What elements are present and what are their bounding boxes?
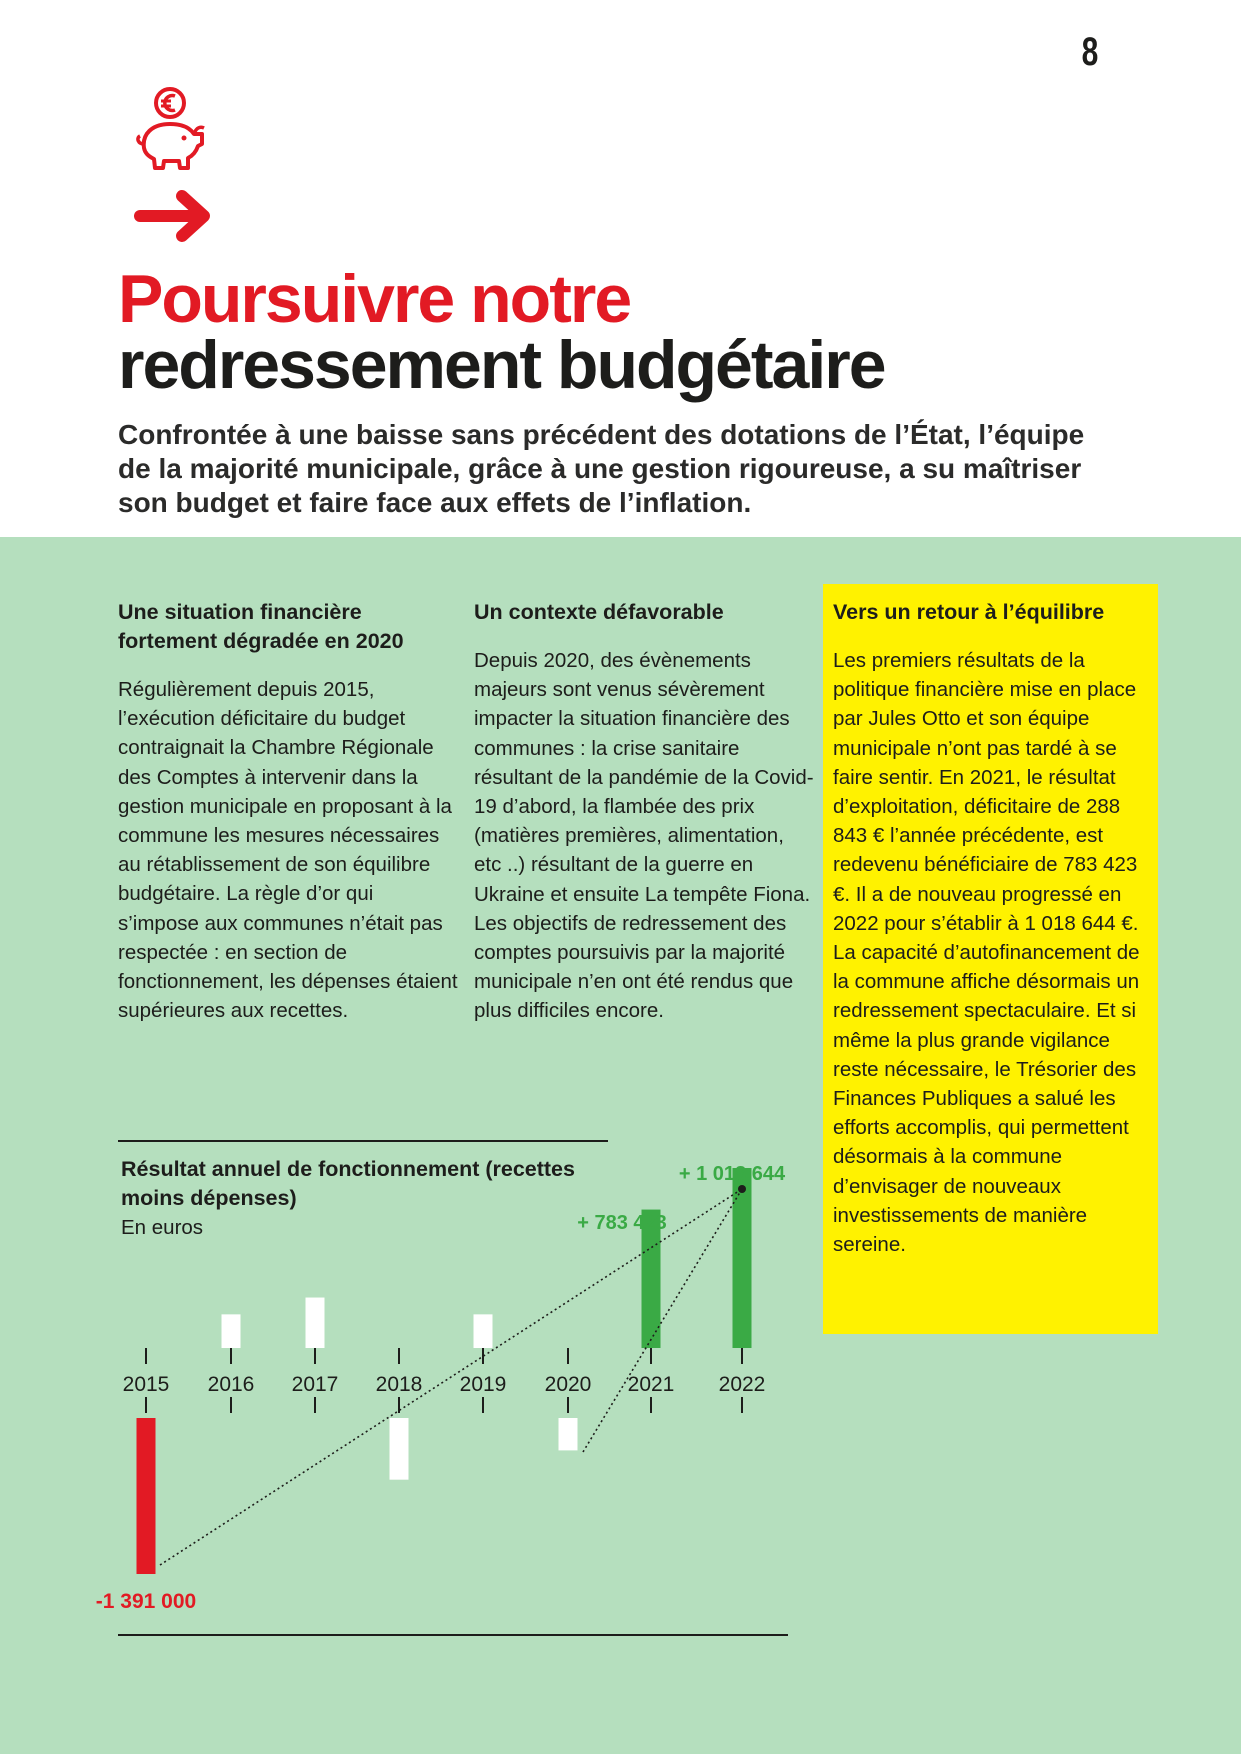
tick-label-2016: 2016 xyxy=(207,1373,255,1396)
lead-paragraph: Confrontée à une baisse sans précédent des dotations de l’État, l’équipe de la majorité municipale, grâce à une gestion rigoureuse, a su maîtriser son budget et faire face aux effets de l’inflation. xyxy=(118,419,1085,518)
column-heading: Vers un retour à l’équilibre xyxy=(833,600,1105,624)
bar-2022 xyxy=(733,1168,752,1348)
tick-label-2018: 2018 xyxy=(375,1373,423,1396)
title-line-1: Poursuivre notre xyxy=(118,261,631,337)
data-label-2022: + 1 018 644 xyxy=(678,1163,786,1185)
column-body: Depuis 2020, des évènements majeurs sont venus sévèrement impacter la situation financière des communes : la crise sanitaire résultant de la pandémie de la Covid-19 d’abord, la flambée des prix (matières premières, alimentation, etc ..) résultant de la guerre en Ukraine et ensuite La tempête Fiona. Les objectifs de redressement des comptes poursuivis par la majorité municipale n’en ont été rendus que plus difficiles encore. xyxy=(474,649,814,1023)
tick-label-2020: 2020 xyxy=(544,1373,592,1396)
tick-label-2017: 2017 xyxy=(291,1373,339,1396)
bar-2019 xyxy=(474,1314,493,1348)
column-heading: Une situation financière fortement dégradée en 2020 xyxy=(118,600,404,653)
bar-2020 xyxy=(559,1418,578,1450)
tick-label-2015: 2015 xyxy=(122,1373,170,1396)
tick-label-2021: 2021 xyxy=(627,1373,675,1396)
bar-2018 xyxy=(390,1418,409,1480)
column-body: Régulièrement depuis 2015, l’exécution déficitaire du budget contraignait la Chambre Régionale des Comptes à intervenir dans la gestion municipale en proposant à la commune les mesures nécessaires au rétablissement de son équilibre budgétaire. La règle d’or qui s’impose aux communes n’était pas respectée : en section de fonctionnement, les dépenses étaient supérieures aux recettes. xyxy=(118,678,458,1023)
chart-unit: En euros xyxy=(121,1216,204,1239)
chart-title: Résultat annuel de fonctionnement (recettes moins dépenses) xyxy=(121,1157,575,1210)
tick-label-2019: 2019 xyxy=(459,1373,507,1396)
title-line-2: redressement budgétaire xyxy=(118,327,885,403)
trend-endpoint xyxy=(738,1185,746,1193)
column-heading: Un contexte défavorable xyxy=(474,600,724,624)
bar-2016 xyxy=(222,1314,241,1348)
bar-2015 xyxy=(137,1418,156,1574)
tick-label-2022: 2022 xyxy=(718,1373,766,1396)
data-label-2015: -1 391 000 xyxy=(95,1590,197,1613)
bar-2017 xyxy=(306,1298,325,1348)
column-body: Les premiers résultats de la politique financière mise en place par Jules Otto et son équipe municipale n’ont pas tardé à se faire sentir. En 2021, le résultat d’exploitation, déficitaire de 288 843 € l’année précédente, est redevenu bénéficiaire de 783 423 €. Il a de nouveau progressé en 2022 pour s’établir à 1 018 644 €. La capacité d’autofinancement de la commune affiche désormais un redressement spectaculaire. Et si même la plus grande vigilance reste nécessaire, le Trésorier des Finances Publiques a salué les efforts accomplis, qui permettent désormais à la commune d’envisager de nouveaux investissements de manière sereine. xyxy=(833,649,1140,1257)
page-number: 8 xyxy=(1081,30,1099,74)
data-label-2021: + 783 423 xyxy=(577,1212,667,1234)
